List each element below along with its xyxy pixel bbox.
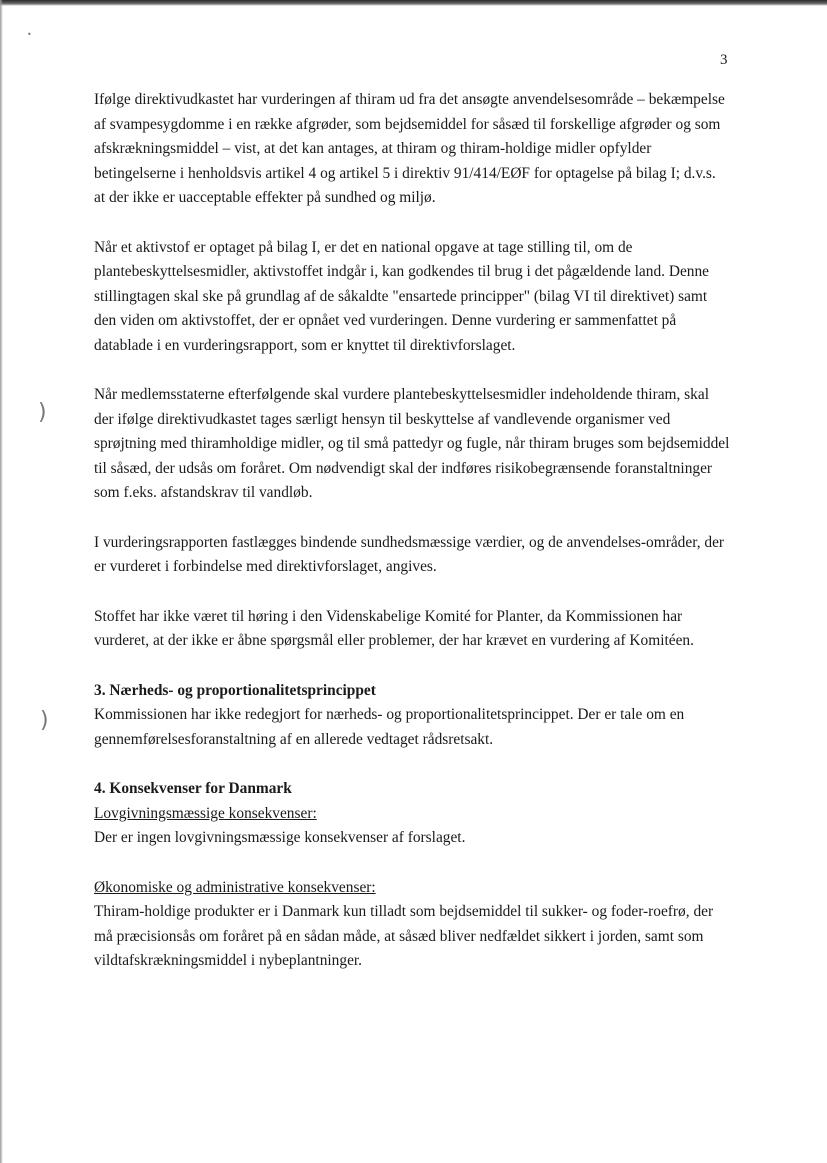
- paragraph: Stoffet har ikke været til høring i den Videnskabelige Komité for Planter, da Kommissionen har vurderet, at der ikke er åbne spørgsmål eller problemer, der har krævet en vurdering af Komitéen.: [94, 607, 694, 649]
- paragraph: Ifølge direktivudkastet har vurderingen af thiram ud fra det ansøgte anvendelsesområde – bekæmpelse af svampesygdomme i en række afgrøder, som bejdsemiddel for såsæd til forskellige afgrøder og som afskrækningsmiddel – vist, at det kan antages, at thiram og thiram-holdige midler opfylder betingelserne i henholdsvis artikel 4 og artikel 5 i direktiv 91/414/EØF for optagelse på bilag I; d.v.s. at der ikke er uacceptable effekter på sundhed og miljø.: [94, 91, 725, 206]
- paragraph: Når et aktivstof er optaget på bilag I, er det en national opgave at tage stilling til, om de plantebeskyttelsesmidler, aktivstoffet indgår i, kan godkendes til brug i det pågældende land. Denne stillingtagen skal ske på grundlag af de såkaldte "ensartede principper" (bilag VI til direktivet) samt den viden om aktivstoffet, der er opnået ved vurderingen. Denne vurdering er sammenfattet på datablade i en vurderingsrapport, som er knyttet til direktivforslaget.: [94, 238, 710, 354]
- subsection-legislative-text: Der er ingen lovgivningsmæssige konsekvenser af forslaget.: [94, 829, 466, 846]
- paragraph: I vurderingsrapporten fastlægges bindende sundhedsmæssige værdier, og de anvendelses-områder, der er vurderet i forbindelse med direktivforslaget, angives.: [94, 533, 725, 575]
- subsection-economic-text: Thiram-holdige produkter er i Danmark kun tilladt som bejdsemiddel til sukker- og foder-roefrø, der må præcisionsås om foråret på en sådan måde, at såsæd bliver nedfældet sikkert i jorden, samt som vildtafskrækningsmiddel i nybeplantninger.: [94, 903, 714, 969]
- section-4-heading: 4. Konsekvenser for Danmark: [94, 780, 292, 797]
- subsection-economic-title: Økonomiske og administrative konsekvenser:: [94, 878, 376, 896]
- punch-hole-mark: ): [38, 400, 47, 425]
- section-3-heading: 3. Nærheds- og proportionalitetsprincippet: [94, 681, 376, 699]
- scan-speck-mark: •: [27, 30, 32, 39]
- subsection-legislative-title: Lovgivningsmæssige konsekvenser:: [94, 804, 317, 822]
- section-3-text: Kommissionen har ikke redegjort for nærheds- og proportionalitetsprincippet. Der er tale om en gennemførelsesforanstaltning af en allerede vedtaget rådsretsakt.: [94, 706, 685, 748]
- scan-edge-left: [0, 0, 3, 1163]
- paragraph: Når medlemsstaterne efterfølgende skal vurdere plantebeskyttelsesmidler indeholdende thiram, skal der ifølge direktivudkastet tages særligt hensyn til beskyttelse af vandlevende organismer ved sprøjtning med thiramholdige midler, og til små pattedyr og fugle, når thiram bruges som bejdsemiddel til såsæd, der udsås om foråret. Om nødvendigt skal der indføres risikobegrænsende foranstaltninger som f.eks. afstandskrav til vandløb.: [94, 386, 730, 501]
- page-number: 3: [720, 52, 728, 68]
- document-body: [94, 88, 730, 999]
- scan-edge-top: [0, 0, 827, 6]
- punch-hole-mark: ): [40, 708, 49, 733]
